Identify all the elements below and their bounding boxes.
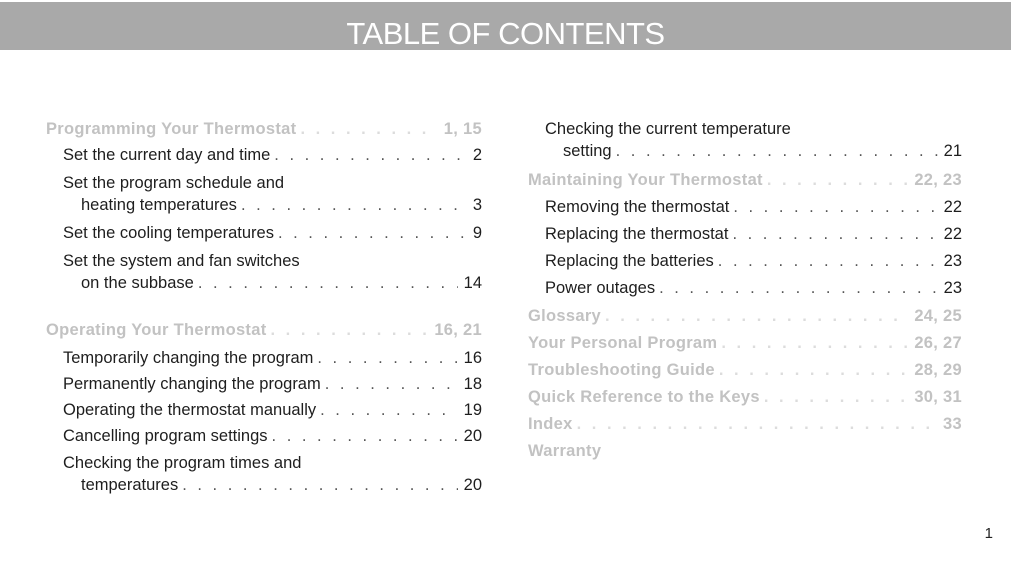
toc-page-ref: 16, 21 <box>434 321 482 339</box>
toc-item-title: Replacing the thermostat <box>545 225 729 243</box>
dot-leader <box>732 223 937 245</box>
toc-item[interactable] <box>46 222 482 244</box>
toc-item-title: Set the cooling temperatures <box>63 224 274 242</box>
toc-item-title: Power outages <box>545 279 656 297</box>
toc-page-ref: 23 <box>943 279 962 297</box>
toc-page-ref: 23 <box>943 252 962 270</box>
toc-section[interactable] <box>46 319 482 341</box>
dot-leader <box>733 196 937 218</box>
toc-section-title: Warranty <box>528 442 602 460</box>
toc-section-title: Programming Your Thermostat <box>46 120 297 138</box>
toc-section-title: Index <box>528 415 573 433</box>
dot-leader <box>278 222 467 244</box>
toc-page-ref: 3 <box>472 196 482 214</box>
dot-leader <box>605 305 908 327</box>
dot-leader <box>719 359 908 381</box>
toc-page-ref: 22 <box>943 198 962 216</box>
toc-page-ref: 2 <box>472 146 482 164</box>
dot-leader <box>721 332 908 354</box>
dot-leader <box>300 118 437 140</box>
toc-item-title: Set the current day and time <box>63 146 271 164</box>
toc-section[interactable] <box>528 305 962 327</box>
dot-leader <box>767 169 908 191</box>
dot-leader <box>274 144 467 166</box>
toc-section[interactable] <box>528 440 962 462</box>
dot-leader <box>271 319 429 341</box>
toc-page-ref: 16 <box>463 349 482 367</box>
toc-item[interactable] <box>528 277 962 299</box>
toc-item-continuation: setting <box>563 142 612 160</box>
dot-leader <box>325 373 458 395</box>
toc-item-continuation: on the subbase <box>81 274 194 292</box>
toc-item-title: Operating the thermostat manually <box>63 401 317 419</box>
dot-leader <box>320 399 458 421</box>
toc-page-ref: 33 <box>943 415 962 433</box>
dot-leader <box>764 386 908 408</box>
toc-item[interactable] <box>528 196 962 218</box>
dot-leader <box>182 474 457 496</box>
toc-item-title: Removing the thermostat <box>545 198 730 216</box>
toc-page-ref: 28, 29 <box>914 361 962 379</box>
toc-section-title: Operating Your Thermostat <box>46 321 267 339</box>
toc-item-continuation: heating temperatures <box>81 196 237 214</box>
toc-item[interactable] <box>528 250 962 272</box>
dot-leader <box>241 194 467 216</box>
toc-page-ref: 22, 23 <box>914 171 962 189</box>
toc-item[interactable] <box>46 373 482 395</box>
toc-section[interactable] <box>528 169 962 191</box>
toc-item-title: Checking the program times and <box>63 454 302 472</box>
toc-section[interactable] <box>528 359 962 381</box>
toc-section[interactable] <box>528 386 962 408</box>
toc-item[interactable] <box>46 425 482 447</box>
toc-page-ref: 30, 31 <box>914 388 962 406</box>
toc-item-title: Set the program schedule and <box>63 174 285 192</box>
toc-page-ref: 24, 25 <box>914 307 962 325</box>
toc-page-ref: 26, 27 <box>914 334 962 352</box>
toc-left-column <box>46 118 482 494</box>
toc-section-title: Troubleshooting Guide <box>528 361 715 379</box>
toc-item-title: Permanently changing the program <box>63 375 321 393</box>
dot-leader <box>317 347 457 369</box>
toc-item[interactable] <box>46 250 482 294</box>
toc-item-title: Checking the current temperature <box>545 120 791 138</box>
toc-item[interactable] <box>46 399 482 421</box>
toc-item[interactable] <box>46 452 482 496</box>
toc-section-title: Quick Reference to the Keys <box>528 388 760 406</box>
toc-page-ref: 20 <box>463 476 482 494</box>
dot-leader <box>198 272 458 294</box>
toc-page-ref: 20 <box>463 427 482 445</box>
dot-leader <box>659 277 938 299</box>
toc-page-ref: 21 <box>943 142 962 160</box>
toc-item[interactable] <box>528 118 962 162</box>
toc-section[interactable] <box>528 332 962 354</box>
toc-page-ref: 9 <box>472 224 482 242</box>
toc-section[interactable] <box>46 118 482 140</box>
toc-item[interactable] <box>46 144 482 166</box>
toc-item[interactable] <box>46 172 482 216</box>
toc-item[interactable] <box>46 347 482 369</box>
toc-item-title: Temporarily changing the program <box>63 349 314 367</box>
page-number: 1 <box>984 525 993 542</box>
toc-section-title: Maintaining Your Thermostat <box>528 171 763 189</box>
dot-leader <box>272 425 458 447</box>
toc-section-title: Your Personal Program <box>528 334 718 352</box>
title-banner <box>0 2 1011 50</box>
toc-section[interactable] <box>528 413 962 435</box>
dot-leader <box>577 413 937 435</box>
toc-page-ref: 1, 15 <box>443 120 482 138</box>
toc-item-title: Replacing the batteries <box>545 252 714 270</box>
toc-item[interactable] <box>528 223 962 245</box>
dot-leader <box>616 140 938 162</box>
toc-item-continuation: temperatures <box>81 476 179 494</box>
dot-leader <box>718 250 938 272</box>
toc-page-ref: 22 <box>943 225 962 243</box>
toc-section-title: Glossary <box>528 307 602 325</box>
toc-right-column <box>528 118 962 460</box>
toc-page-ref: 19 <box>463 401 482 419</box>
page-title: TABLE OF CONTENTS <box>346 16 665 51</box>
toc-page-ref: 18 <box>463 375 482 393</box>
toc-item-title: Cancelling program settings <box>63 427 268 445</box>
toc-page-ref: 14 <box>463 274 482 292</box>
toc-item-title: Set the system and fan switches <box>63 252 300 270</box>
